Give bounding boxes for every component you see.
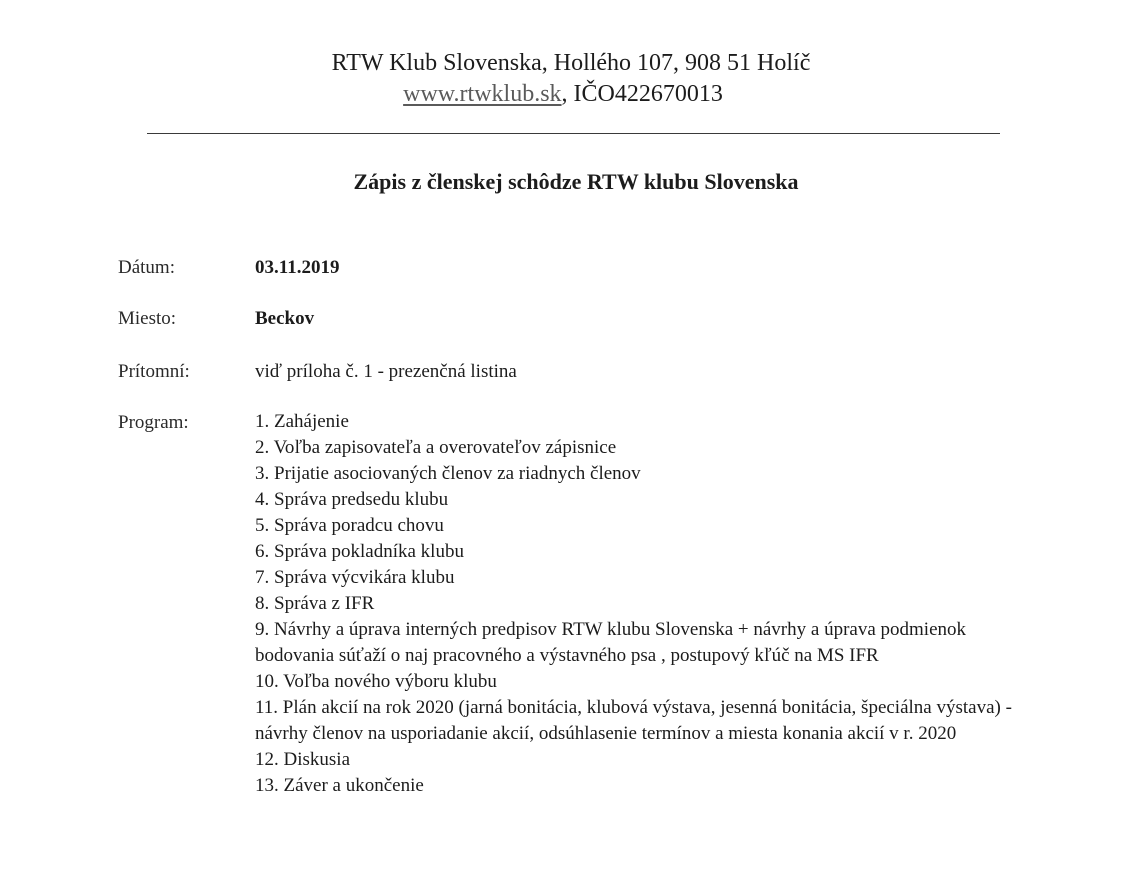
program-item: 8. Správa z IFR [255, 593, 375, 614]
program-item: 4. Správa predsedu klubu [255, 489, 449, 510]
program-item: 13. Záver a ukončenie [255, 775, 424, 796]
program-list [255, 409, 1035, 799]
program-item: 1. Zahájenie [255, 411, 349, 432]
program-item: 2. Voľba zapisovateľa a overovateľov zápisnice [255, 437, 617, 458]
document-title: Zápis z členskej schôdze RTW klubu Slovenska [353, 169, 799, 194]
place-label: Miesto: [118, 308, 177, 329]
program-item: 11. Plán akcií na rok 2020 (jarná bonitácia, klubová výstava, jesenná bonitácia, špeciálna výstava) - návrhy členov na usporiadanie akcií, odsúhlasenie termínov a miesta konania akcií v r. 2020 [255, 697, 1012, 744]
letterhead-contact [2, 79, 1122, 109]
program-item: 5. Správa poradcu chovu [255, 515, 444, 536]
program-label: Program: [118, 412, 189, 433]
program-item: 6. Správa pokladníka klubu [255, 541, 464, 562]
place-value: Beckov [255, 308, 315, 329]
date-label: Dátum: [118, 257, 175, 278]
program-item: 12. Diskusia [255, 749, 350, 770]
date-value: 03.11.2019 [255, 257, 340, 278]
website-link[interactable]: www.rtwklub.sk [403, 81, 562, 107]
program-item: 9. Návrhy a úprava interných predpisov RTW klubu Slovenska + návrhy a úprava podmienok bodovania súťaží o naj pracovného a výstavného psa , postupový kľúč na MS IFR [255, 619, 966, 666]
letterhead-address: RTW Klub Slovenska, Hollého 107, 908 51 Holíč [331, 50, 811, 76]
program-item: 3. Prijatie asociovaných členov za riadnych členov [255, 463, 641, 484]
program-item: 10. Voľba nového výboru klubu [255, 671, 497, 692]
company-id: IČO422670013 [573, 81, 723, 107]
present-label: Prítomní: [118, 361, 190, 382]
present-value: viď príloha č. 1 - prezenčná listina [255, 361, 517, 382]
header-divider [147, 133, 1000, 134]
program-item: 7. Správa výcvikára klubu [255, 567, 455, 588]
letterhead-separator: , [561, 81, 574, 107]
